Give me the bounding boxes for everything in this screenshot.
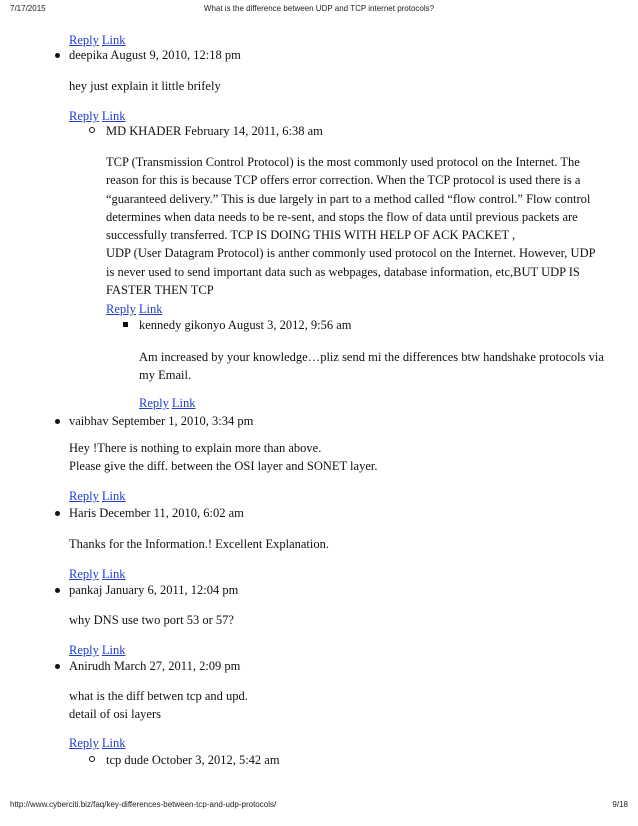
- comment-meta: [139, 318, 352, 333]
- permalink[interactable]: Link: [171, 396, 196, 410]
- comment-date: January 6, 2011, 12:04 pm: [105, 583, 239, 597]
- comment-actions: [139, 396, 198, 411]
- comment-text: [106, 153, 596, 299]
- reply-link[interactable]: Reply: [69, 489, 99, 503]
- comment-line: determines when data needs to be re-sent, and stops the flow of data until previous packets are: [106, 209, 578, 224]
- comment-author: kennedy gikonyo: [139, 318, 226, 332]
- comment-line: reason for this is because TCP offers error correction. When the TCP protocol is used there is a: [106, 173, 581, 188]
- bullet-disc: [55, 53, 60, 58]
- permalink[interactable]: Link: [101, 736, 126, 750]
- comment-actions: [69, 109, 128, 124]
- comment-line: my Email.: [139, 368, 192, 383]
- permalink[interactable]: Link: [138, 302, 163, 316]
- comment-actions: [69, 736, 128, 751]
- permalink[interactable]: Link: [101, 643, 126, 657]
- comment-line: FASTER THEN TCP: [106, 283, 214, 298]
- source-url: http://www.cyberciti.biz/faq/key-differences-between-tcp-and-udp-protocols/: [10, 800, 277, 809]
- bullet-disc: [55, 419, 60, 424]
- permalink[interactable]: Link: [101, 33, 126, 47]
- comment-text: [69, 439, 377, 476]
- comment-line: Please give the diff. between the OSI layer and SONET layer.: [69, 459, 378, 474]
- comment-text: why DNS use two port 53 or 57?: [69, 613, 234, 627]
- comment-line: Hey !There is nothing to explain more than above.: [69, 441, 322, 455]
- reply-link[interactable]: Reply: [69, 736, 99, 750]
- bullet-disc: [55, 511, 60, 516]
- bullet-disc: [55, 664, 60, 669]
- comment-meta: [69, 506, 244, 521]
- print-date: 7/17/2015: [10, 4, 46, 13]
- comment-author: MD KHADER: [106, 124, 182, 138]
- comment-actions: [69, 643, 128, 658]
- comment-text: Thanks for the Information.! Excellent Explanation.: [69, 537, 329, 551]
- permalink[interactable]: Link: [101, 109, 126, 123]
- bullet-circle: [89, 127, 95, 133]
- comment-actions: [69, 567, 128, 582]
- bullet-square: [123, 322, 128, 327]
- reply-link[interactable]: Reply: [139, 396, 169, 410]
- comment-author: Anirudh: [69, 659, 111, 673]
- comment-date: March 27, 2011, 2:09 pm: [113, 659, 241, 673]
- comment-meta: [69, 583, 238, 598]
- comment-line: detail of osi layers: [69, 707, 161, 722]
- comment-line: TCP (Transmission Control Protocol) is the most commonly used protocol on the Internet. The: [106, 155, 580, 169]
- comment-author: Haris: [69, 506, 97, 520]
- comment-line: what is the diff betwen tcp and upd.: [69, 689, 248, 703]
- comment-line: “guaranteed delivery.” This is due largely in part to a method called “flow control.” Flow control: [106, 191, 591, 206]
- comment-line: Am increased by your knowledge…pliz send mi the differences btw handshake protocols via: [139, 350, 604, 364]
- page-title: What is the difference between UDP and TCP internet protocols?: [203, 4, 435, 13]
- comment-text: [139, 348, 604, 385]
- comment-meta: [69, 659, 240, 674]
- comment-meta: [106, 753, 280, 768]
- comment-actions: [106, 302, 165, 317]
- comment-line: UDP (User Datagram Protocol) is anther commonly used protocol on the Internet. However, UDP: [106, 246, 596, 261]
- page-header: [10, 4, 628, 18]
- reply-link[interactable]: Reply: [69, 567, 99, 581]
- permalink[interactable]: Link: [101, 567, 126, 581]
- reply-link[interactable]: Reply: [69, 33, 99, 47]
- comment-actions: [69, 33, 128, 48]
- comment-actions: [69, 489, 128, 504]
- comment-date: October 3, 2012, 5:42 am: [151, 753, 280, 767]
- comment-text: [69, 687, 248, 724]
- comment-author: pankaj: [69, 583, 103, 597]
- bullet-disc: [55, 588, 60, 593]
- reply-link[interactable]: Reply: [106, 302, 136, 316]
- comment-date: August 9, 2010, 12:18 pm: [110, 48, 241, 62]
- comment-author: deepika: [69, 48, 108, 62]
- comment-text: hey just explain it little brifely: [69, 79, 221, 93]
- permalink[interactable]: Link: [101, 489, 126, 503]
- reply-link[interactable]: Reply: [69, 109, 99, 123]
- comment-date: September 1, 2010, 3:34 pm: [111, 414, 254, 428]
- comment-line: successfully transferred. TCP IS DOING THIS WITH HELP OF ACK PACKET ,: [106, 228, 516, 243]
- bullet-circle: [89, 756, 95, 762]
- comment-author: vaibhav: [69, 414, 109, 428]
- comment-line: is never used to send important data such as webpages, database information, etc,BUT UDP IS: [106, 264, 580, 279]
- comment-meta: [106, 124, 323, 139]
- comment-meta: [69, 414, 253, 429]
- comment-date: February 14, 2011, 6:38 am: [184, 124, 323, 138]
- page-footer: [10, 800, 628, 814]
- comment-author: tcp dude: [106, 753, 149, 767]
- comment-date: August 3, 2012, 9:56 am: [227, 318, 352, 332]
- comment-meta: [69, 48, 241, 63]
- page-number: 9/18: [612, 800, 628, 809]
- reply-link[interactable]: Reply: [69, 643, 99, 657]
- comment-date: December 11, 2010, 6:02 am: [99, 506, 244, 520]
